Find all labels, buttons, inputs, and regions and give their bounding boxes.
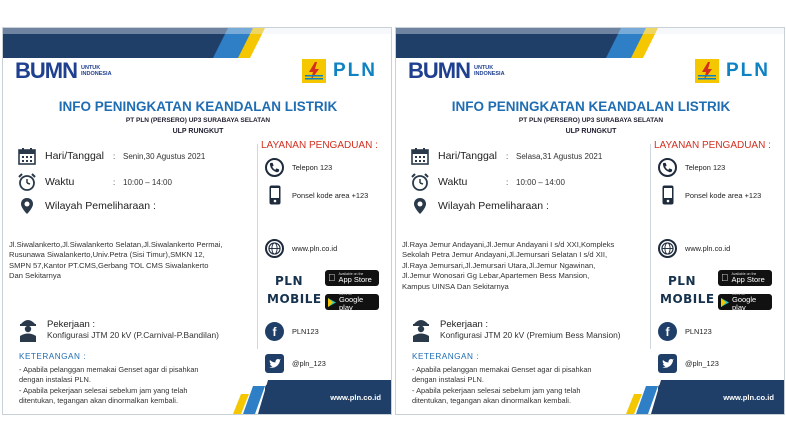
area-line: Jl.Raya Jemur Andayani,Jl.Jemur Andayani I s/d XXI,Kompleks [402,240,615,249]
pln-mobile-line-1: PLN [275,274,303,288]
phone-text: Telepon 123 [685,163,726,172]
twitter-text: @pln_123 [292,359,326,368]
pln-mobile-promo [656,268,776,314]
work-text [440,319,621,340]
app-store-badge[interactable] [718,270,772,286]
bumn-sub-line-1: UNTUK [81,65,101,71]
facebook-item[interactable] [265,322,319,341]
phone-item[interactable] [658,158,725,177]
area-label: Wilayah Pemeliharaan : [45,200,156,212]
poster-ulp: ULP RUNGKUT [172,128,224,135]
twitter-item[interactable] [265,354,326,373]
pln-lightning-icon [695,59,719,83]
facebook-icon: f [265,322,284,341]
schedule-section [9,138,257,348]
app-store-top: Available on the [724,272,749,276]
pln-logo [302,58,377,84]
area-line: Rusunawa Siwalankerto,Univ.Petra (Sisi Timur),SMKN 12, [9,250,205,260]
time-colon: : [506,177,509,187]
calendar-icon [17,146,37,166]
note-2-line-1: - Apabila pekerjaan selesai sebelum jam yang telah [412,386,581,395]
mobile-phone-item[interactable] [658,184,761,206]
website-text: www.pln.co.id [685,244,731,253]
area-line: Jl.Raya Jemursari,Jl.Jemursari Utara,Jl.Jemur Ngawinan, [402,260,596,270]
note-2-line-2: ditentukan, tegangan akan dinormalkan kembali. [412,395,572,405]
twitter-icon [658,354,677,373]
play-triangle-icon [721,298,729,307]
time-value: 10:00 – 14:00 [516,177,565,187]
date-colon: : [506,151,509,161]
poster-title: INFO PENINGKATAN KEANDALAN LISTRIK [451,99,731,114]
app-store-main: App Store [331,275,365,284]
column-divider [650,144,651,349]
area-list [9,240,259,282]
date-row [17,146,257,166]
area-row [410,196,549,216]
facebook-text: PLN123 [685,327,712,336]
worker-icon [410,316,432,342]
note-1-line-2: dengan instalasi PLN. [19,374,91,384]
bumn-sub-line-2: INDONESIA [81,71,112,77]
apple-icon [328,273,336,284]
phone-icon [265,158,284,177]
pln-logo-text: PLN [333,60,377,81]
twitter-text: @pln_123 [685,359,719,368]
mobile-phone-icon [658,184,677,206]
note-2-line-2: ditentukan, tegangan akan dinormalkan kembali. [19,395,179,405]
service-heading: LAYANAN PENGADUAN : [261,140,378,151]
google-play-main: Google play [339,295,364,312]
globe-icon [658,239,677,258]
service-heading: LAYANAN PENGADUAN : [654,140,771,151]
google-play-top: Get it on [732,292,746,296]
alarm-clock-icon [17,172,37,192]
bumn-logo-sub [81,65,112,77]
location-pin-icon [17,196,37,216]
date-value: Senin,30 Agustus 2021 [123,151,206,161]
time-value: 10:00 – 14:00 [123,177,172,187]
area-row [17,196,156,216]
bumn-logo [408,58,505,84]
date-value: Selasa,31 Agustus 2021 [516,151,603,161]
apple-icon [721,273,729,284]
mobile-phone-text: Ponsel kode area +123 [292,190,369,200]
poster-subtitle: PT PLN (PERSERO) UP3 SURABAYA SELATAN [518,117,664,124]
header-stripes [3,28,392,58]
area-list [402,240,652,292]
phone-text: Telepon 123 [292,163,333,172]
work-text [47,319,219,340]
phone-item[interactable] [265,158,332,177]
footer-website[interactable]: www.pln.co.id [723,393,774,402]
note-2-line-1: - Apabila pekerjaan selesai sebelum jam yang telah [19,386,188,395]
area-line: SMPN 57,Kantor PT.CMS,Gerbang TOL CMS Siwalankerto [9,260,209,270]
twitter-item[interactable] [658,354,719,373]
pln-lightning-icon [302,59,326,83]
pln-mobile-line-2: MOBILE [267,292,322,306]
area-line: Sekolah Petra Jemur Andayani,Jl.Jemursari Selatan I s/d XII, [402,250,608,260]
column-divider [257,144,258,349]
time-label: Waktu [45,176,75,188]
facebook-text: PLN123 [292,327,319,336]
pln-mobile-promo [263,268,383,314]
google-play-top: Get it on [339,292,353,296]
globe-icon [265,239,284,258]
app-store-badge[interactable] [325,270,379,286]
time-row [410,172,650,192]
date-row [410,146,650,166]
bumn-logo-text: BUMN [408,58,470,83]
phone-icon [658,158,677,177]
bumn-logo [15,58,112,84]
area-label: Wilayah Pemeliharaan : [438,200,549,212]
website-text: www.pln.co.id [292,244,338,253]
location-pin-icon [410,196,430,216]
calendar-icon [410,146,430,166]
google-play-badge[interactable] [325,294,379,310]
mobile-phone-text: Ponsel kode area +123 [685,190,762,200]
work-value: Konfigurasi JTM 20 kV (Premium Bess Mansion) [440,329,621,340]
note-1-line-1: - Apabila pelanggan memakai Genset agar di pisahkan [412,365,592,374]
worker-icon [17,316,39,342]
work-row [17,316,219,342]
area-line: Dan Sekitarnya [9,271,61,281]
poster-subtitle: PT PLN (PERSERO) UP3 SURABAYA SELATAN [125,117,271,124]
time-row [17,172,257,192]
work-label: Pekerjaan : [440,318,489,330]
date-label: Hari/Tanggal [45,150,104,162]
mobile-phone-icon [265,184,284,206]
time-colon: : [113,177,116,187]
notes-title: KETERANGAN : [19,352,86,361]
google-play-main: Google play [732,295,757,312]
area-line: Kampus UINSA Dan Sekitarnya [402,281,509,291]
website-item[interactable] [658,239,730,258]
bumn-logo-text: BUMN [15,58,77,83]
notes-title: KETERANGAN : [412,352,479,361]
time-label: Waktu [438,176,468,188]
note-1-line-2: dengan instalasi PLN. [412,374,484,384]
bumn-logo-sub [474,65,505,77]
poster-title: INFO PENINGKATAN KEANDALAN LISTRIK [58,99,338,114]
area-line: Jl.Siwalankerto,Jl.Siwalankerto Selatan,Jl.Siwalankerto Permai, [9,240,223,249]
footer-website[interactable]: www.pln.co.id [330,393,381,402]
facebook-icon: f [658,322,677,341]
website-item[interactable] [265,239,337,258]
pln-logo [695,58,770,84]
twitter-icon [265,354,284,373]
app-store-top: Available on the [331,272,356,276]
bumn-sub-line-2: INDONESIA [474,71,505,77]
header-stripes [396,28,785,58]
work-row [410,316,621,342]
work-value: Konfigurasi JTM 20 kV (P.Carnival-P.Bandilan) [47,329,219,340]
maintenance-poster [2,27,392,415]
date-colon: : [113,151,116,161]
app-store-main: App Store [724,275,758,284]
pln-mobile-line-1: PLN [668,274,696,288]
facebook-item[interactable] [658,322,712,341]
area-line: Jl.Jemur Wonosari Gg Lebar,Apartemen Bess Mansion, [402,271,590,281]
google-play-badge[interactable] [718,294,772,310]
alarm-clock-icon [410,172,430,192]
play-triangle-icon [328,298,336,307]
work-label: Pekerjaan : [47,318,96,330]
maintenance-poster [395,27,785,415]
poster-ulp: ULP RUNGKUT [565,128,617,135]
bumn-sub-line-1: UNTUK [474,65,494,71]
pln-mobile-line-2: MOBILE [660,292,715,306]
date-label: Hari/Tanggal [438,150,497,162]
note-1-line-1: - Apabila pelanggan memakai Genset agar di pisahkan [19,365,199,374]
mobile-phone-item[interactable] [265,184,368,206]
schedule-section [402,138,650,348]
pln-logo-text: PLN [726,60,770,81]
